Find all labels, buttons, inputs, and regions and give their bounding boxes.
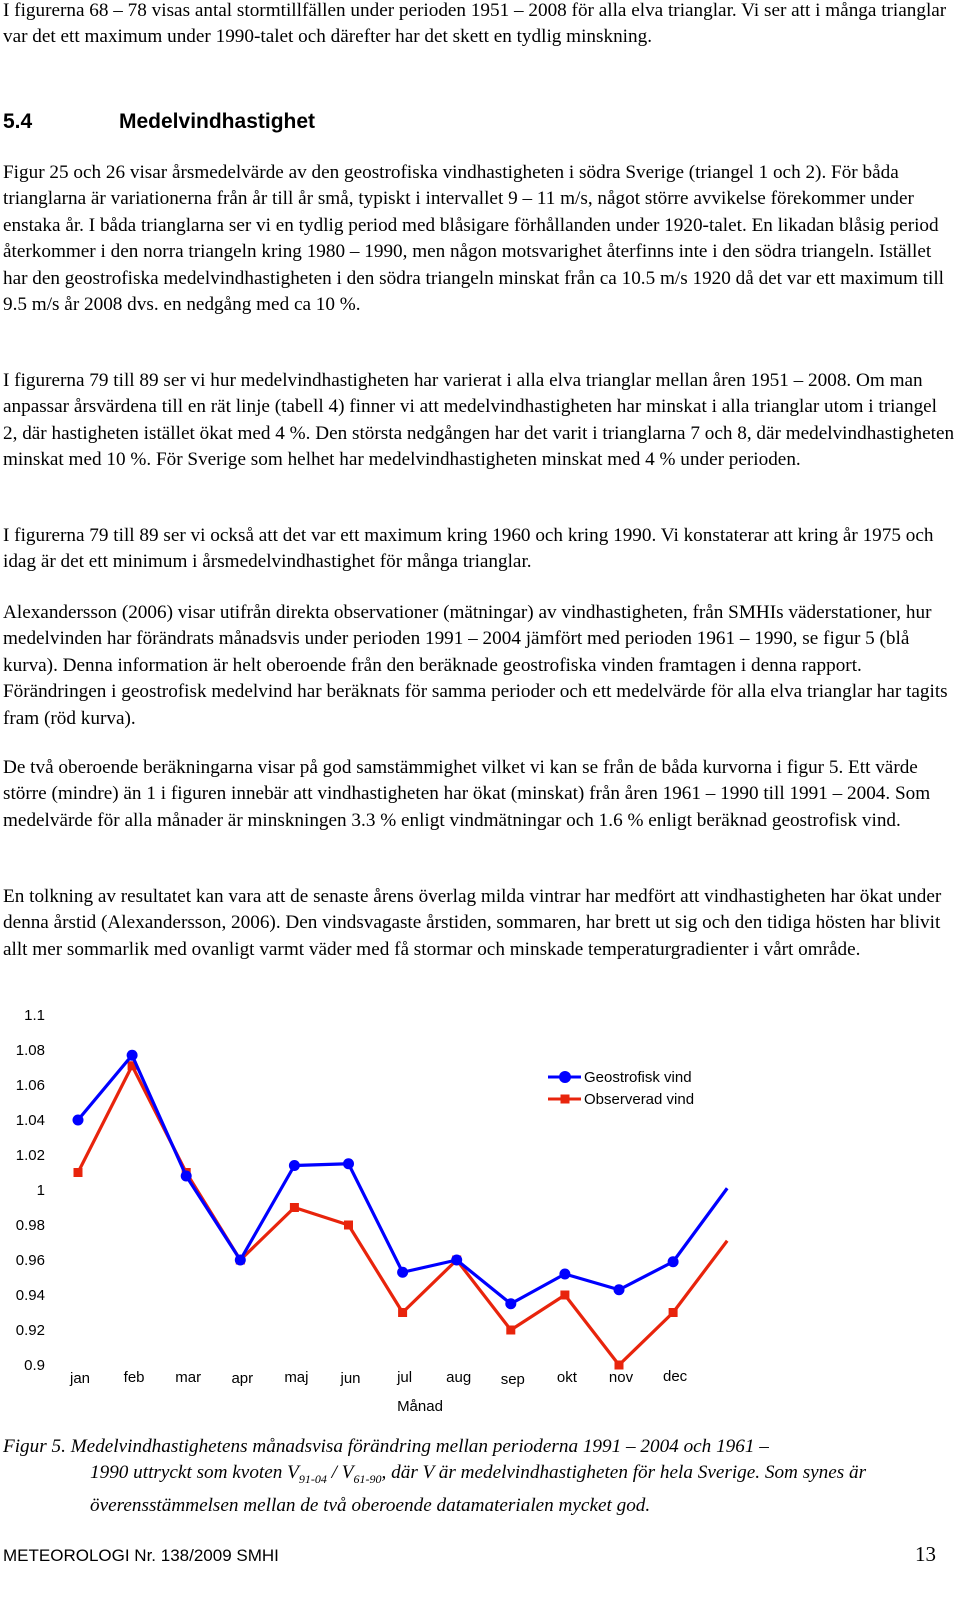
- series-line-observerad: [78, 1066, 727, 1365]
- legend-label: Geostrofisk vind: [584, 1069, 692, 1086]
- data-point-observerad: [506, 1326, 515, 1335]
- y-tick-label: 1.1: [24, 1007, 45, 1024]
- data-point-geostrofisk: [397, 1267, 408, 1278]
- section-heading: [3, 110, 315, 134]
- x-tick-label: maj: [284, 1369, 309, 1386]
- data-point-geostrofisk: [73, 1115, 84, 1126]
- caption-part2: / V: [326, 1462, 354, 1484]
- monthly-wind-ratio-chart: [0, 1000, 960, 1430]
- data-point-observerad: [344, 1221, 353, 1230]
- section-number: 5.4: [3, 110, 33, 133]
- x-tick-label: apr: [231, 1370, 254, 1387]
- y-tick-label: 1.02: [15, 1147, 45, 1164]
- x-tick-label: sep: [500, 1371, 525, 1388]
- data-point-observerad: [560, 1291, 569, 1300]
- caption-part1: 1990 uttryckt som kvoten V: [90, 1462, 299, 1484]
- caption-sub1: 91-04: [298, 1472, 327, 1487]
- data-point-geostrofisk: [343, 1158, 354, 1169]
- legend-label: Observerad vind: [584, 1091, 695, 1108]
- y-tick-label: 1.04: [15, 1112, 45, 1129]
- paragraph-maximum-minimum: I figurerna 79 till 89 ser vi också att det var ett maximum kring 1960 och kring 1990. Vi konstaterar att kring år 1975 och idag är det ett minimum i årsmedelvindhastighet för många trianglar.: [3, 525, 934, 573]
- data-point-geostrofisk: [559, 1269, 570, 1280]
- y-tick-label: 1: [36, 1182, 45, 1199]
- x-tick-label: nov: [608, 1369, 634, 1386]
- x-tick-label: jun: [340, 1370, 361, 1387]
- x-tick-label: mar: [175, 1369, 202, 1386]
- x-tick-label: dec: [663, 1368, 688, 1385]
- data-point-geostrofisk: [127, 1050, 138, 1061]
- data-point-observerad: [669, 1308, 678, 1317]
- paragraph-storm-intro: I figurerna 68 – 78 visas antal stormtillfällen under perioden 1951 – 2008 för alla elva trianglar. Vi ser att i många trianglar var det ett maximum under 1990-talet och därefter har det skett en tydlig minskning.: [3, 0, 947, 48]
- x-tick-label: okt: [556, 1369, 577, 1386]
- y-tick-label: 1.06: [15, 1077, 45, 1094]
- figure-caption: [3, 1434, 953, 1519]
- paragraph-mean-wind-south: Figur 25 och 26 visar årsmedelvärde av den geostrofiska vindhastigheten i södra Sverige (triangel 1 och 2). För båda trianglarna är variationerna från år till år små, typiskt i intervallet 9 – 11 m/s, något större avvikelse förekommer under enstaka år. I båda trianglarna ser vi en tydlig period med blåsigare förhållanden under 1920-talet. En likadan blåsig period återkommer i den norra triangeln kring 1980 – 1990, men någon motsvarighet återfinns inte i den södra triangeln. Istället har den geostrofiska medelvindhastigheten i den södra triangeln minskat från ca 10.5 m/s 1920 då det var ett maximum till 9.5 m/s år 2008 dvs. en nedgång med ca 10 %.: [3, 162, 945, 316]
- legend-marker: [561, 1095, 570, 1104]
- data-point-geostrofisk: [505, 1298, 516, 1309]
- data-point-observerad: [290, 1203, 299, 1212]
- legend-marker: [559, 1071, 571, 1083]
- y-tick-label: 0.9: [24, 1357, 45, 1374]
- data-point-geostrofisk: [668, 1256, 679, 1267]
- y-tick-label: 0.98: [15, 1217, 45, 1234]
- caption-continuation: [3, 1460, 953, 1519]
- paragraph-figures-79-89: I figurerna 79 till 89 ser vi hur medelvindhastigheten har varierat i alla elva trianglar mellan åren 1951 – 2008. Om man anpassar årsvärdena till en rät linje (tabell 4) finner vi att medelvindhastigheten har minskat i alla trianglar utom i triangel 2, där hastigheten istället ökat med 4 %. Den största nedgången har det varit i trianglarna 7 och 8, där medelvindhastigheten minskat med 10 %. För Sverige som helhet har medelvindhastigheten minskat med 4 % under perioden.: [3, 370, 955, 471]
- x-tick-label: aug: [446, 1369, 472, 1386]
- y-tick-label: 1.08: [15, 1042, 45, 1059]
- x-axis-title: Månad: [397, 1398, 443, 1415]
- y-tick-label: 0.94: [15, 1287, 45, 1304]
- y-tick-label: 0.96: [15, 1252, 45, 1269]
- data-point-observerad: [74, 1168, 83, 1177]
- paragraph-agreement: De två oberoende beräkningarna visar på god samstämmighet vilket vi kan se från de båda kurvorna i figur 5. Ett värde större (mindre) än 1 i figuren innebär att vindhastigheten har ökat (minskat) från åren 1961 – 1990 till 1991 – 2004. Som medelvärde för alla månader är minskningen 3.3 % enligt vindmätningar och 1.6 % enligt beräknad geostrofisk vind.: [3, 757, 931, 831]
- data-point-observerad: [615, 1361, 624, 1370]
- data-point-geostrofisk: [235, 1255, 246, 1266]
- data-point-geostrofisk: [181, 1171, 192, 1182]
- y-tick-label: 0.92: [15, 1322, 45, 1339]
- data-point-geostrofisk: [614, 1284, 625, 1295]
- footer-publication: METEOROLOGI Nr. 138/2009 SMHI: [3, 1546, 279, 1565]
- x-tick-label: jul: [397, 1369, 413, 1386]
- paragraph-alexandersson: Alexandersson (2006) visar utifrån direkta observationer (mätningar) av vindhastigheten, från SMHIs väderstationer, hur medelvinden har förändrats månadsvis under perioden 1991 – 2004 jämfört med perioden 1961 – 1990, se figur 5 (blå kurva). Denna information är helt oberoende från den beräknade geostrofiska vinden framtagen i denna rapport. Förändringen i geostrofisk medelvind har beräknats för samma perioder och ett medelvärde för alla elva trianglar har tagits fram (röd kurva).: [3, 602, 948, 729]
- data-point-geostrofisk: [289, 1160, 300, 1171]
- data-point-observerad: [398, 1308, 407, 1317]
- x-tick-label: feb: [123, 1369, 145, 1386]
- x-tick-label: jan: [69, 1370, 91, 1387]
- caption-sub2: 61-90: [353, 1472, 382, 1487]
- caption-part3: , där V är medelvindhastigheten för hela Sverige. Som synes är överensstämmelsen mellan de två oberoende datamaterialen mycket god.: [90, 1462, 867, 1516]
- caption-lead: Figur 5. Medelvindhastighetens månadsvisa förändring mellan perioderna 1991 – 2004 och 1961 –: [3, 1436, 769, 1457]
- section-title: Medelvindhastighet: [119, 110, 316, 133]
- data-point-geostrofisk: [451, 1255, 462, 1266]
- paragraph-interpretation: En tolkning av resultatet kan vara att de senaste årens överlag milda vintrar har medfört att vindhastigheten har ökat under denna årstid (Alexandersson, 2006). Den vindsvagaste årstiden, sommaren, har brett ut sig och den tidiga hösten har blivit allt mer sommarlik med ovanligt varmt väder med få stormar och minskade temperaturgradienter i vårt område.: [3, 886, 942, 960]
- page-number: 13: [915, 1542, 936, 1566]
